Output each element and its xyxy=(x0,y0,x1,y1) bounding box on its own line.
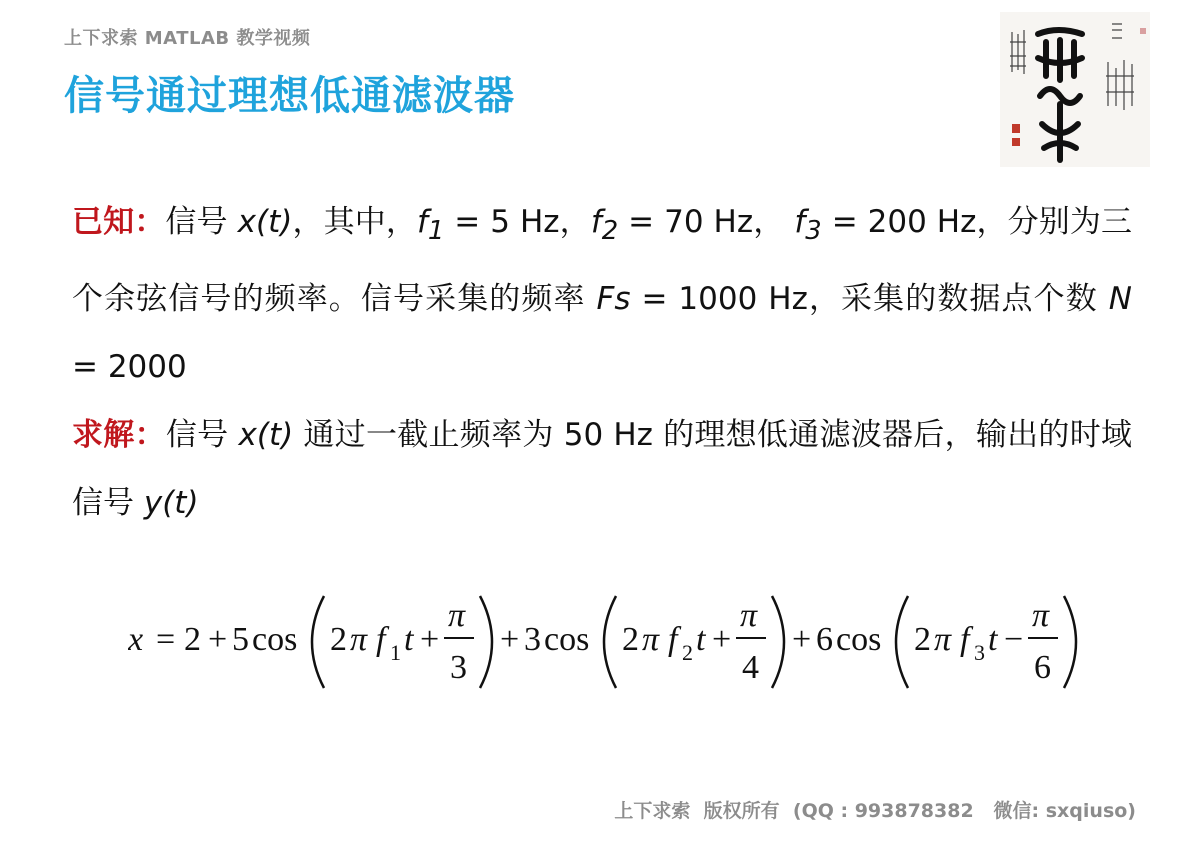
term2-right-paren xyxy=(772,596,784,688)
term3-coef: 6 xyxy=(816,621,833,658)
f3-subscript: 3 xyxy=(805,216,822,247)
term1-cos: cos xyxy=(252,621,298,658)
solve-label: 求解： xyxy=(72,417,166,454)
f1-symbol: f xyxy=(416,204,428,240)
term2-pi: π xyxy=(642,621,660,658)
term2-coef: 3 xyxy=(524,621,541,658)
f3-value: = 200 Hz，分别为三个余弦信号的频率。信号采集的频率 xyxy=(72,204,1133,318)
fs-value: = 1000 Hz，采集的数据点个数 xyxy=(630,281,1109,318)
term3-pi: π xyxy=(934,621,952,658)
signal-x: x(t) xyxy=(237,204,293,240)
f3-symbol: f xyxy=(794,204,806,240)
term2-t: t xyxy=(696,621,706,658)
term3-two: 2 xyxy=(914,621,931,658)
term1-sub: 1 xyxy=(390,640,401,665)
term1-sign: + xyxy=(420,621,440,658)
solve-text-1: 信号 xyxy=(165,417,239,454)
term3-sign: − xyxy=(1004,621,1024,658)
f1-subscript: 1 xyxy=(427,216,445,247)
term3-sub: 3 xyxy=(974,640,985,665)
problem-statement xyxy=(72,188,1132,537)
term1-pi-num: π xyxy=(448,597,466,634)
known-paragraph xyxy=(72,188,1132,401)
term3-den: 6 xyxy=(1034,649,1051,686)
term3-cos: cos xyxy=(836,621,882,658)
f2-value: = 70 Hz， xyxy=(618,204,795,240)
term3-plus: + xyxy=(792,621,812,658)
calligraphy-seal-icon xyxy=(1000,12,1150,167)
signal-y: y(t) xyxy=(143,485,199,522)
known-text-1: 信号 xyxy=(165,204,238,240)
formula-const: 2 xyxy=(184,621,201,658)
formula-eq: = xyxy=(156,621,176,658)
term2-f: f xyxy=(668,621,678,658)
term1-f: f xyxy=(376,621,386,658)
slide-title: 信号通过理想低通滤波器 xyxy=(64,73,515,119)
term3-f: f xyxy=(960,621,970,658)
solve-paragraph xyxy=(72,401,1132,537)
f1-value: = 5 Hz， xyxy=(444,204,591,240)
formula-lhs: x xyxy=(128,621,144,658)
term2-cos: cos xyxy=(544,621,590,658)
known-label: 已知： xyxy=(72,204,166,240)
term2-plus: + xyxy=(500,621,520,658)
known-text-2: ，其中， xyxy=(292,204,417,240)
n-value: = 2000 xyxy=(72,349,187,386)
copyright-footer: 上下求索 版权所有 (QQ : 993878382 微信: sxqiuso) xyxy=(614,800,1136,822)
term1-left-paren xyxy=(312,596,324,688)
solve-text-2: 通过一截止频率为 50 Hz 的理想低通滤波器后，输出的时域信号 xyxy=(72,417,1132,522)
term2-left-paren xyxy=(604,596,616,688)
fs-symbol: Fs xyxy=(596,281,631,318)
term3-t: t xyxy=(988,621,998,658)
n-symbol: N xyxy=(1108,281,1132,318)
term1-pi: π xyxy=(350,621,368,658)
term1-t: t xyxy=(404,621,414,658)
term2-pi-num: π xyxy=(740,597,758,634)
term1-right-paren xyxy=(480,596,492,688)
term2-den: 4 xyxy=(742,649,759,686)
series-header: 上下求索 MATLAB 教学视频 xyxy=(64,28,311,49)
term2-sub: 2 xyxy=(682,640,693,665)
term3-left-paren xyxy=(896,596,908,688)
signal-formula xyxy=(128,588,1128,698)
term2-two: 2 xyxy=(622,621,639,658)
formula-plus: + xyxy=(208,621,228,658)
term1-two: 2 xyxy=(330,621,347,658)
signal-x-2: x(t) xyxy=(238,417,294,454)
term3-right-paren xyxy=(1064,596,1076,688)
term2-sign: + xyxy=(712,621,732,658)
term3-pi-num: π xyxy=(1032,597,1050,634)
term1-den: 3 xyxy=(450,649,467,686)
term1-coef: 5 xyxy=(232,621,249,658)
f2-subscript: 2 xyxy=(601,216,619,247)
f2-symbol: f xyxy=(590,204,602,240)
